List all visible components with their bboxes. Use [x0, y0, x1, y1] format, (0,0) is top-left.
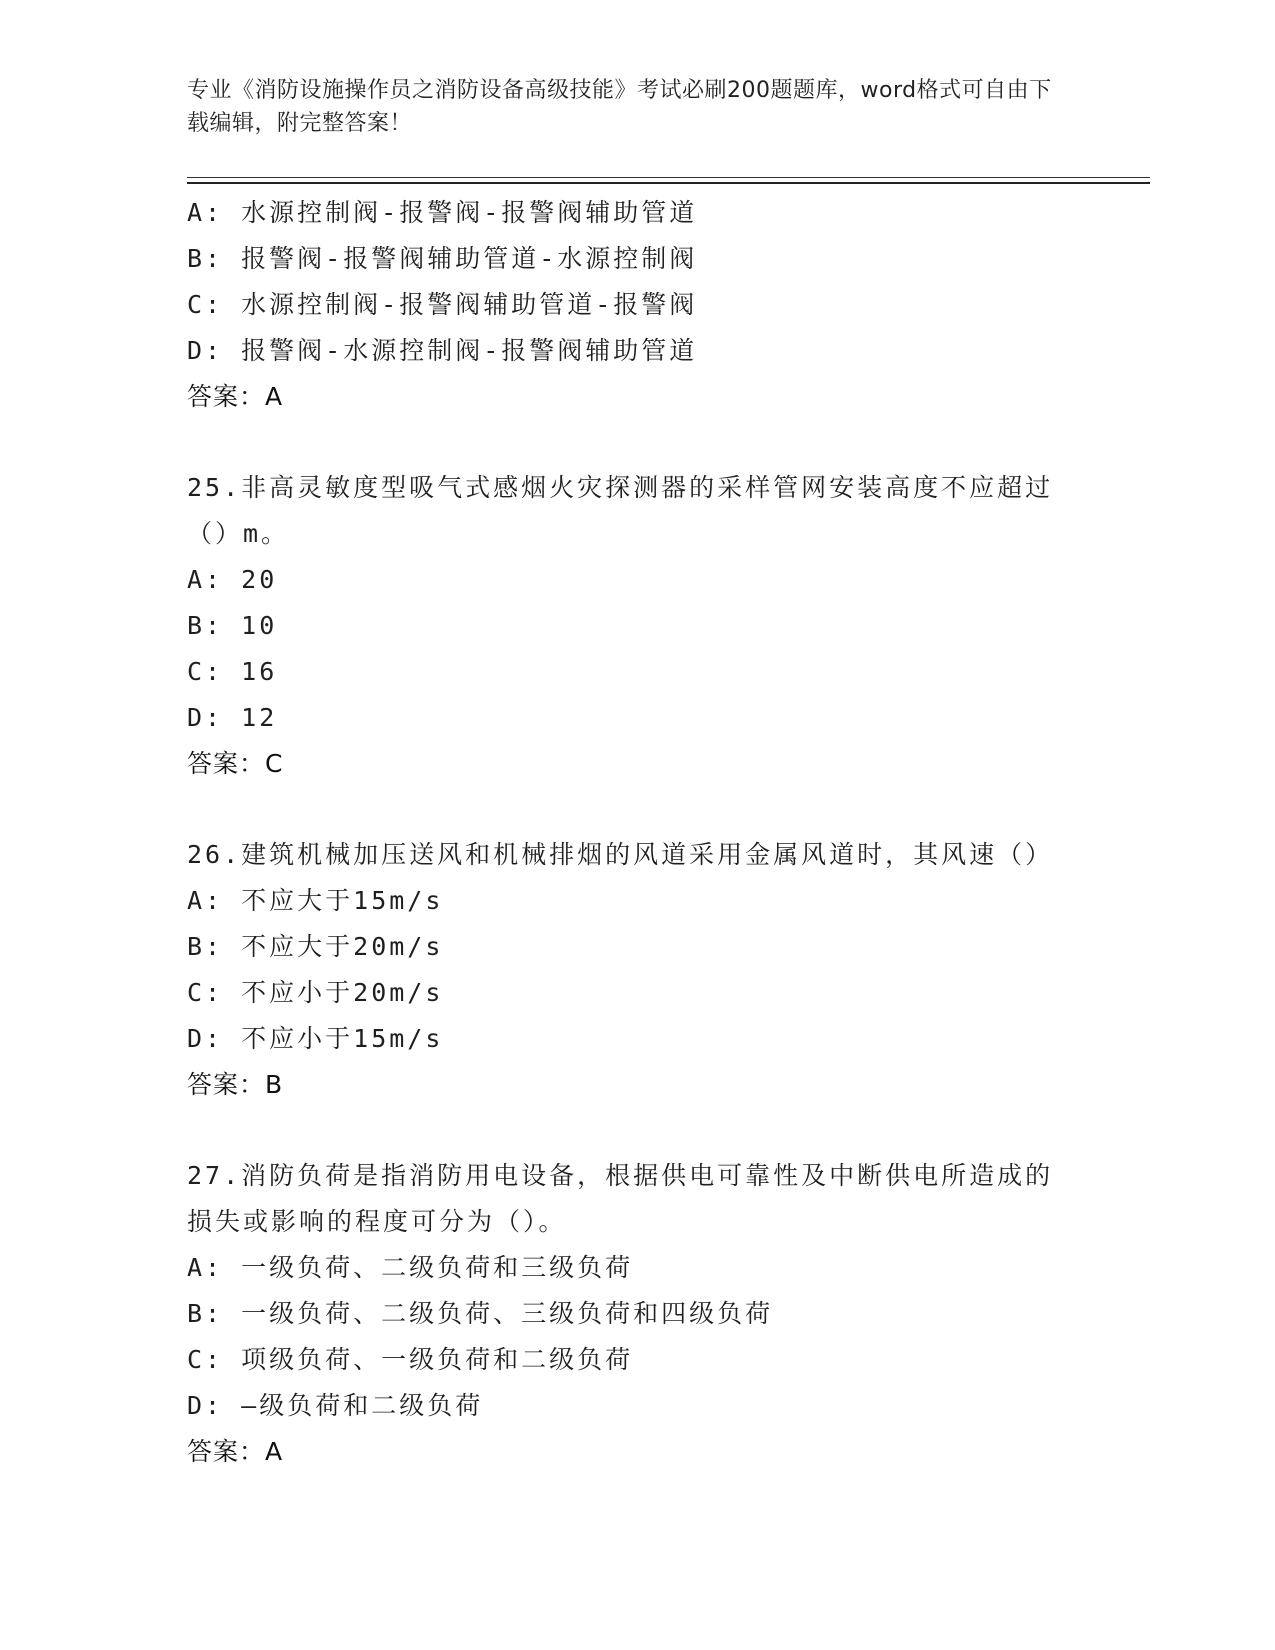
option-b: B: 不应大于20m/s [187, 932, 444, 961]
question-text-line1: 25.非高灵敏度型吸气式感烟火灾探测器的采样管网安装高度不应超过 [187, 473, 1054, 502]
question-25 [187, 465, 1087, 787]
answer-line: 答案：A [187, 382, 284, 411]
option-c: C: 水源控制阀-报警阀辅助管道-报警阀 [187, 290, 698, 319]
question-text-line2: 损失或影响的程度可分为（）。 [187, 1207, 567, 1236]
answer-line: 答案：A [187, 1437, 284, 1466]
header-divider-thin [187, 177, 1150, 178]
option-d: D: 12 [187, 703, 278, 732]
option-c: C: 16 [187, 657, 278, 686]
question-26 [187, 832, 1087, 1108]
option-b: B: 报警阀-报警阀辅助管道-水源控制阀 [187, 244, 698, 273]
question-24-continued [187, 190, 1087, 420]
option-b: B: 10 [187, 611, 278, 640]
option-b: B: 一级负荷、二级负荷、三级负荷和四级负荷 [187, 1299, 774, 1328]
option-d: D: 不应小于15m/s [187, 1024, 444, 1053]
question-list [187, 190, 1087, 1475]
question-text-line2: （）m。 [187, 519, 290, 548]
option-c: C: 项级负荷、一级负荷和二级负荷 [187, 1345, 634, 1374]
question-text-line1: 27.消防负荷是指消防用电设备，根据供电可靠性及中断供电所造成的 [187, 1161, 1054, 1190]
header-divider-thick [187, 182, 1150, 184]
question-27 [187, 1153, 1087, 1475]
option-d: D: 报警阀-水源控制阀-报警阀辅助管道 [187, 336, 698, 365]
option-a: A: 20 [187, 565, 278, 594]
option-c: C: 不应小于20m/s [187, 978, 444, 1007]
question-text-line1: 26.建筑机械加压送风和机械排烟的风道采用金属风道时，其风速（） [187, 840, 1054, 869]
answer-line: 答案：B [187, 1070, 284, 1099]
option-a: A: 不应大于15m/s [187, 886, 444, 915]
document-header: 专业《消防设施操作员之消防设备高级技能》考试必刷200题题库，word格式可自由下载编辑，附完整答案！ [187, 78, 1052, 136]
option-a: A: 水源控制阀-报警阀-报警阀辅助管道 [187, 198, 698, 227]
answer-line: 答案：C [187, 749, 284, 778]
option-a: A: 一级负荷、二级负荷和三级负荷 [187, 1253, 634, 1282]
option-d: D: —级负荷和二级负荷 [187, 1391, 484, 1420]
